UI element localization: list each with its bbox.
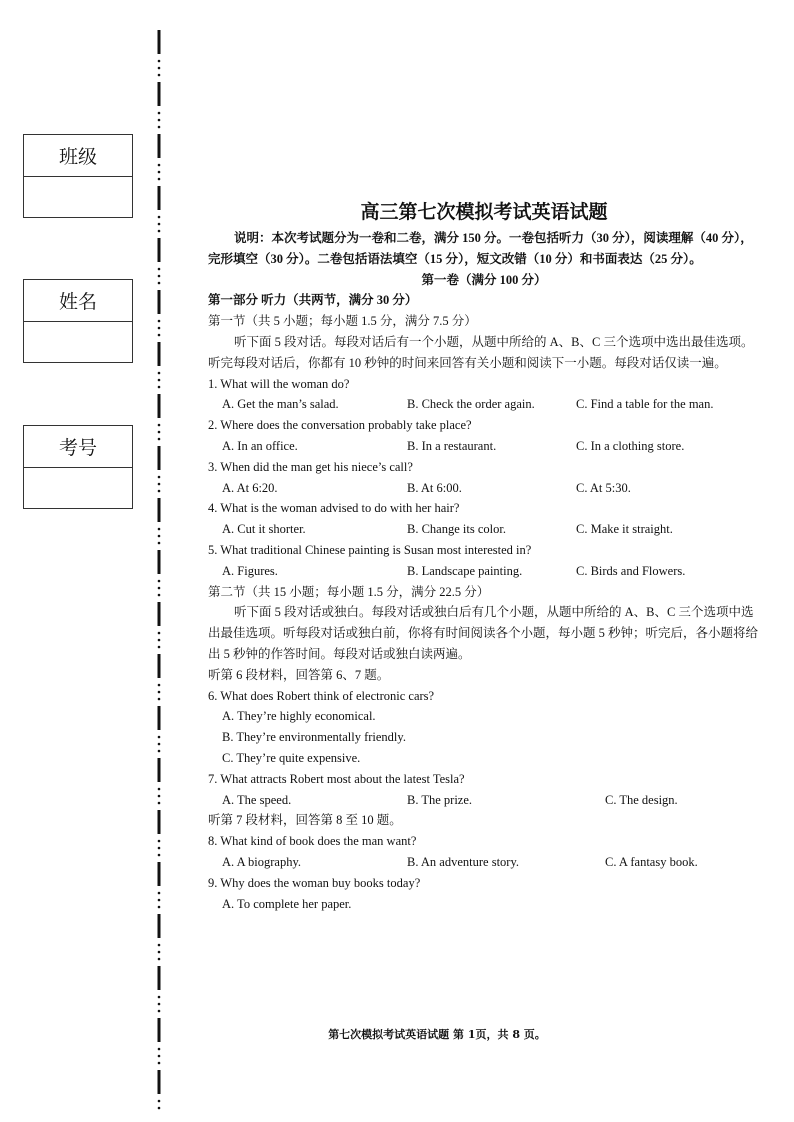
- id-box: [23, 425, 133, 509]
- id-field[interactable]: [24, 468, 132, 509]
- binding-dot-17-2: [158, 958, 161, 961]
- binding-dot-11-0: [158, 632, 161, 635]
- options-7: [208, 790, 760, 811]
- option-6c[interactable]: C. They’re quite expensive.: [222, 750, 361, 765]
- binding-dot-9-0: [158, 528, 161, 531]
- binding-dot-1-0: [158, 112, 161, 115]
- binding-dash-12: [158, 654, 161, 678]
- binding-dot-10-0: [158, 580, 161, 583]
- question-8: 8. What kind of book does the man want?: [208, 834, 417, 849]
- section1-heading: 第一节（共 5 小题；每小题 1.5 分，满分 7.5 分）: [208, 314, 477, 329]
- options-8: [208, 852, 760, 873]
- option-8c[interactable]: C. A fantasy book.: [605, 854, 698, 869]
- option-2b[interactable]: B. In a restaurant.: [407, 438, 497, 453]
- page-footer: 第七次模拟考试英语试题 第 1页，共 8 页。: [328, 1028, 546, 1041]
- binding-dot-4-1: [158, 275, 161, 278]
- binding-dot-19-1: [158, 1055, 161, 1058]
- option-2c[interactable]: C. In a clothing store.: [576, 438, 685, 453]
- exam-intro: 说明：本次考试题分为一卷和二卷，满分 150 分。一卷包括听力（30 分），阅读理解（40 分），完形填空（30 分）。二卷包括语法填空（15 分），短文改错（10 分）和书面表达（25 分）。: [208, 231, 753, 266]
- part-heading: 第一部分 听力（共两节，满分 30 分）: [208, 293, 418, 308]
- binding-dash-14: [158, 758, 161, 782]
- question-9: 9. Why does the woman buy books today?: [208, 875, 421, 890]
- option-5b[interactable]: B. Landscape painting.: [407, 563, 523, 578]
- binding-dot-3-1: [158, 223, 161, 226]
- option-6b[interactable]: B. They’re environmentally friendly.: [222, 730, 406, 745]
- option-7c[interactable]: C. The design.: [605, 792, 678, 807]
- binding-dot-10-1: [158, 587, 161, 590]
- question-6: 6. What does Robert think of electronic cars?: [208, 688, 435, 703]
- options-4: [208, 519, 760, 540]
- binding-dot-15-0: [158, 840, 161, 843]
- question-4: 4. What is the woman advised to do with her hair?: [208, 501, 460, 516]
- binding-dot-14-1: [158, 795, 161, 798]
- binding-dot-20-0: [158, 1100, 161, 1103]
- section1-instructions: 听下面 5 段对话。每段对话后有一个小题，从题中所给的 A、B、C 三个选项中选出最佳选项。听完每段对话后，你都有 10 秒钟的时间来回答有关小题和阅读下一小题。每段对话仅读一遍。: [208, 334, 754, 370]
- binding-dash-20: [158, 1070, 161, 1094]
- binding-dot-0-0: [158, 60, 161, 63]
- binding-dash-17: [158, 914, 161, 938]
- binding-dot-18-0: [158, 996, 161, 999]
- binding-dash-0: [158, 30, 161, 54]
- binding-dot-6-2: [158, 386, 161, 389]
- binding-dot-1-1: [158, 119, 161, 122]
- binding-dot-14-2: [158, 802, 161, 805]
- binding-dot-5-1: [158, 327, 161, 330]
- binding-dot-8-1: [158, 483, 161, 486]
- question-5: 5. What traditional Chinese painting is Susan most interested in?: [208, 542, 532, 557]
- binding-dot-11-1: [158, 639, 161, 642]
- binding-dot-13-0: [158, 736, 161, 739]
- binding-dash-3: [158, 186, 161, 210]
- binding-dot-2-2: [158, 178, 161, 181]
- question-3: 3. When did the man get his niece’s call?: [208, 459, 413, 474]
- class-label: 班级: [24, 135, 132, 177]
- exam-content: [208, 198, 760, 914]
- binding-dash-11: [158, 602, 161, 626]
- option-5c[interactable]: C. Birds and Flowers.: [576, 563, 686, 578]
- option-6a[interactable]: A. They’re highly economical.: [222, 709, 376, 724]
- binding-dot-11-2: [158, 646, 161, 649]
- section2-instructions: 听下面 5 段对话或独白。每段对话或独白后有几个小题，从题中所给的 A、B、C 三个选项中选出最佳选项。听每段对话或独白前，你将有时间阅读各个小题，每小题 5 秒钟；听完后，各小题将给出 5 秒钟的作答时间。每段对话或独白读两遍。: [208, 605, 759, 661]
- option-1b[interactable]: B. Check the order again.: [407, 397, 535, 412]
- option-8b[interactable]: B. An adventure story.: [407, 854, 520, 869]
- binding-dash-18: [158, 966, 161, 990]
- option-1a[interactable]: A. Get the man’s salad.: [222, 397, 339, 412]
- binding-dot-9-1: [158, 535, 161, 538]
- binding-dot-19-0: [158, 1048, 161, 1051]
- binding-dot-2-0: [158, 164, 161, 167]
- option-5a[interactable]: A. Figures.: [222, 563, 278, 578]
- options-3: [208, 478, 760, 499]
- binding-dot-8-2: [158, 490, 161, 493]
- option-7b[interactable]: B. The prize.: [407, 792, 473, 807]
- binding-dot-1-2: [158, 126, 161, 129]
- option-4c[interactable]: C. Make it straight.: [576, 522, 673, 537]
- name-label: 姓名: [24, 280, 132, 322]
- binding-dashes: [158, 30, 161, 1109]
- question-2: 2. Where does the conversation probably take place?: [208, 418, 472, 433]
- binding-dash-8: [158, 446, 161, 470]
- binding-dot-19-2: [158, 1062, 161, 1065]
- name-box: [23, 279, 133, 363]
- binding-dash-1: [158, 82, 161, 106]
- material-7-note: 听第 7 段材料，回答第 8 至 10 题。: [208, 813, 402, 828]
- binding-dash-6: [158, 342, 161, 366]
- binding-dot-3-0: [158, 216, 161, 219]
- binding-dash-13: [158, 706, 161, 730]
- binding-dot-7-2: [158, 438, 161, 441]
- option-7a[interactable]: A. The speed.: [222, 792, 292, 807]
- class-box: [23, 134, 133, 218]
- binding-dot-6-0: [158, 372, 161, 375]
- binding-dot-16-0: [158, 892, 161, 895]
- binding-dot-13-1: [158, 743, 161, 746]
- binding-dash-7: [158, 394, 161, 418]
- binding-dot-0-1: [158, 67, 161, 70]
- option-1c[interactable]: C. Find a table for the man.: [576, 397, 714, 412]
- binding-dot-9-2: [158, 542, 161, 545]
- binding-dot-4-2: [158, 282, 161, 285]
- option-8a[interactable]: A. A biography.: [222, 854, 302, 869]
- binding-dot-6-1: [158, 379, 161, 382]
- binding-dot-2-1: [158, 171, 161, 174]
- binding-dot-5-0: [158, 320, 161, 323]
- option-3a[interactable]: A. At 6:20.: [222, 480, 278, 495]
- binding-dot-12-1: [158, 691, 161, 694]
- binding-dot-15-1: [158, 847, 161, 850]
- binding-dot-5-2: [158, 334, 161, 337]
- option-3c[interactable]: C. At 5:30.: [576, 480, 631, 495]
- section2-heading: 第二节（共 15 小题；每小题 1.5 分，满分 22.5 分）: [208, 584, 490, 599]
- binding-dash-5: [158, 290, 161, 314]
- binding-dot-18-1: [158, 1003, 161, 1006]
- volume-heading: 第一卷（满分 100 分）: [421, 272, 547, 287]
- option-9a[interactable]: A. To complete her paper.: [222, 896, 352, 911]
- binding-dot-16-2: [158, 906, 161, 909]
- binding-dot-8-0: [158, 476, 161, 479]
- binding-dash-16: [158, 862, 161, 886]
- binding-dash-9: [158, 498, 161, 522]
- option-2a[interactable]: A. In an office.: [222, 438, 298, 453]
- binding-dot-3-2: [158, 230, 161, 233]
- binding-dot-13-2: [158, 750, 161, 753]
- id-label: 考号: [24, 426, 132, 468]
- binding-dot-14-0: [158, 788, 161, 791]
- question-1: 1. What will the woman do?: [208, 376, 350, 391]
- material-6-note: 听第 6 段材料，回答第 6、7 题。: [208, 667, 390, 682]
- binding-dot-20-1: [158, 1107, 161, 1110]
- binding-dot-15-2: [158, 854, 161, 857]
- binding-dot-7-1: [158, 431, 161, 434]
- binding-dot-0-2: [158, 74, 161, 77]
- binding-dot-10-2: [158, 594, 161, 597]
- options-1: [208, 394, 760, 415]
- class-field[interactable]: [24, 177, 132, 218]
- binding-dot-12-2: [158, 698, 161, 701]
- binding-dash-15: [158, 810, 161, 834]
- binding-dash-4: [158, 238, 161, 262]
- binding-dot-4-0: [158, 268, 161, 271]
- binding-dot-17-1: [158, 951, 161, 954]
- binding-dash-2: [158, 134, 161, 158]
- section1-questions: [208, 374, 760, 582]
- options-5: [208, 561, 760, 582]
- option-4b[interactable]: B. Change its color.: [407, 522, 506, 537]
- binding-dot-12-0: [158, 684, 161, 687]
- binding-dot-7-0: [158, 424, 161, 427]
- binding-dot-16-1: [158, 899, 161, 902]
- binding-dot-18-2: [158, 1010, 161, 1013]
- option-4a[interactable]: A. Cut it shorter.: [222, 522, 306, 537]
- options-2: [208, 436, 760, 457]
- page-title: 高三第七次模拟考试英语试题: [360, 201, 608, 223]
- name-field[interactable]: [24, 322, 132, 363]
- question-7: 7. What attracts Robert most about the latest Tesla?: [208, 771, 465, 786]
- binding-dot-17-0: [158, 944, 161, 947]
- binding-dash-10: [158, 550, 161, 574]
- option-3b[interactable]: B. At 6:00.: [407, 480, 462, 495]
